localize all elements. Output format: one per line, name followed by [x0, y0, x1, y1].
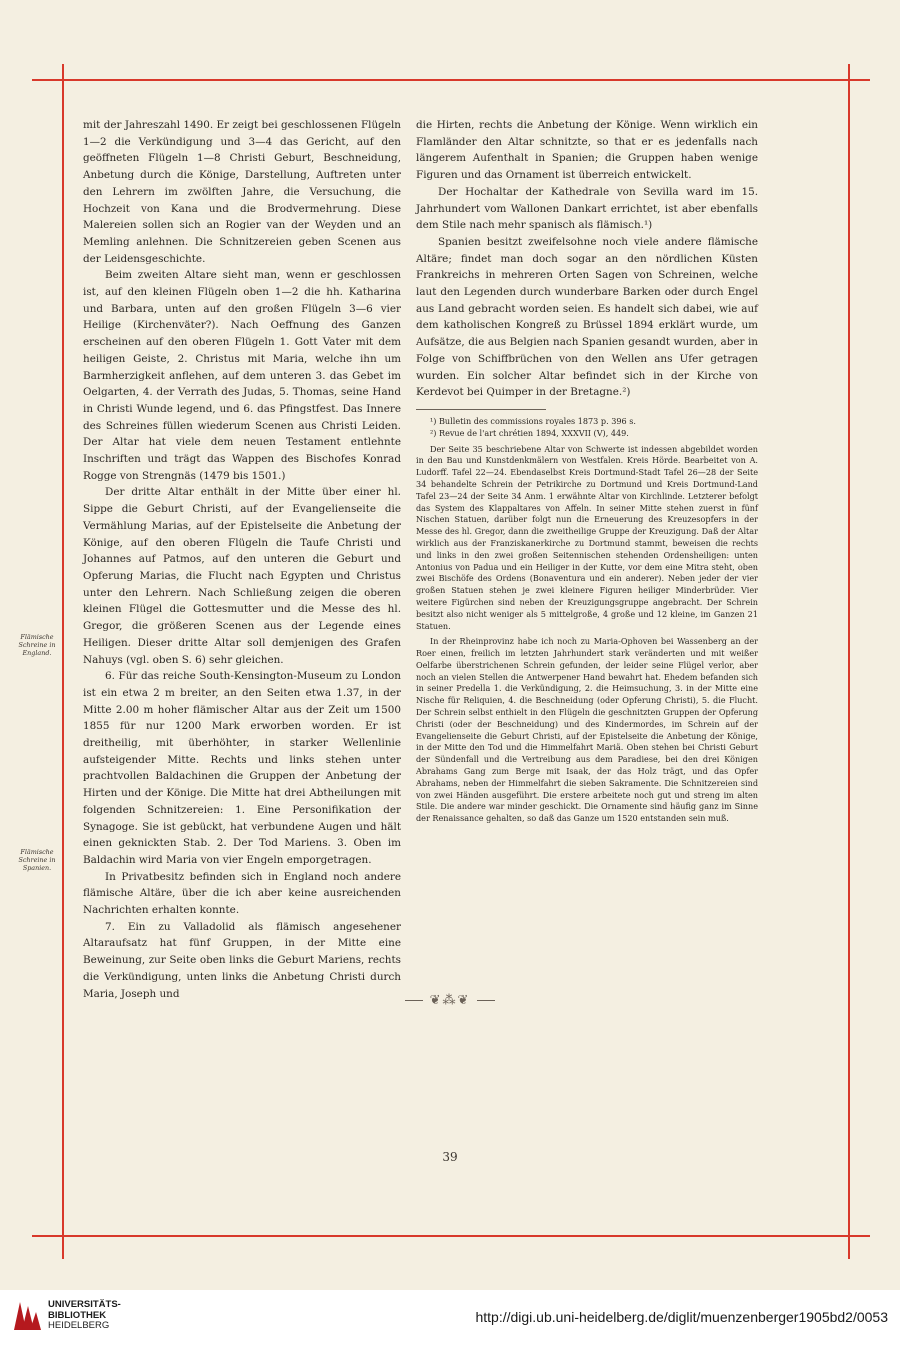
footnote: ¹) Bulletin des commissions royales 1873 p. 396 s.	[430, 415, 636, 426]
footnote: ²) Revue de l'art chrétien 1894, XXXVII (V), 449.	[430, 427, 629, 438]
paragraph: die Hirten, rechts die Anbetung der Könige. Wenn wirklich ein Flamländer den Altar schnitzte, so that er es jedenfalls nach längerem Aufenthalt in Spanien; die Gruppen haben wenige Figuren und das Ornament ist überreich entwickelt.	[416, 119, 758, 182]
paragraph: In Privatbesitz befinden sich in England noch andere flämische Altäre, über die ich aber keine ausreichenden Nachrichten erhalten konnte.	[83, 870, 401, 917]
ornament-line	[405, 1000, 423, 1001]
ornament-line	[477, 1000, 495, 1001]
paragraph: Der Hochaltar der Kathedrale von Sevilla ward im 15. Jahrhundert vom Wallonen Dankart errichtet, ist aber ebenfalls dem Stile nach mehr spanisch als flämisch.¹)	[416, 185, 758, 232]
logo-line: BIBLIOTHEK	[48, 1309, 107, 1321]
note-paragraph: Der Seite 35 beschriebene Altar von Schwerte ist indessen abgebildet worden in den Bau und Kunstdenkmälern von Westfalen. Kreis Hörde. Bearbeitet von A. Ludorff. Tafel 22—24. Ebendaselbst Kreis Dortmund-Stadt Tafel 26—28 der Seite 34 behandelte Schrein der Petrikirche zu Dortmund und Kreis Dortmund-Land Tafel 23—24 der Seite 34 Anm. 1 erwähnte Altar von Kirchlinde. Letzterer befolgt das System des Klappaltares von Affeln. In seiner Mitte stehen zuerst in fünf Nischen Statuen, darüber folgt nun die Erneuerung des Kreuzesopfers in der Messe des hl. Gregor, dann die zweitheilige Gruppe der Kreuzigung. Daß der Altar wirklich aus der Franziskanerkirche zu Dortmund stammt, beweisen die rechts und links in den zwei großen Seitennischen stehenden Ordensheiligen: unten Antonius von Padua und ein Heiliger in der Kutte, vor dem eine Mitra steht, oben zwei Bischöfe des Ordens (Bonaventura und ein anderer). Neben jeder der vier großen Statuen stehen je zwei kleinere Figuren heiliger Minderbrüder. Vier weitere Figürchen sind neben der Kreuzigungsgruppe angebracht. Der Schrein besitzt also nicht weniger als 5 mittelgroße, 4 große und 12 kleine, im Ganzen 21 Statuen.	[416, 443, 758, 631]
note-paragraph: In der Rheinprovinz habe ich noch zu Maria-Ophoven bei Wassenberg an der Roer einen, freilich im letzten Jahrhundert stark veränderten und mit weißer Oelfarbe überstrichenen Schrein gefunden, der leider seine Flügel verlor, aber noch an vielen Stellen die Antwerpener Hand bewahrt hat. Ehedem befanden sich in seiner Predella 1. die Verkündigung, 2. die Heimsuchung, 3. in der Mitte eine Nische für Reliquien, 4. die Beschneidung (oder Opferung Christi), 5. die Flucht. Der Schrein selbst enthielt in den Flügeln die geschnitzten Gruppen der Opferung Christi (oder der Beschneidung) und des Kindermordes, im Schrein auf der Evangelienseite die Geburt Christi, auf der Epistelseite die Anbetung der Könige, in der Mitte den Tod und die Himmelfahrt Mariä. Oben stehen bei Christi Geburt der Sündenfall und die Vertreibung aus dem Paradiese, bei den drei Königen Abrahams Gang zum Berge mit Isaak, der das Holz trägt, und das Opfer Abrahams, neben der Himmelfahrt die sieben Sakramente. Die Schnitzereien sind von zwei Händen ausgeführt. Die erstere arbeitete noch gut und streng im alten Stile. Die andere war minder geschickt. Die Ornamente sind häufig ganz im Sinne der Renaissance gehalten, so daß das Ganze um 1520 entstanden sein muß.	[416, 636, 758, 824]
paragraph: Der dritte Altar enthält in der Mitte über einer hl. Sippe die Geburt Christi, auf der Evangelienseite die Vermählung Marias, auf der Epistelseite die Anbetung der Könige, auf den oberen Flügeln die Taufe Christi und Johannes auf Patmos, auf den unteren die Geburt und Opferung Marias, die Flucht nach Egypten und Christus unter den Lehrern. Nach Schließung zeigen die oberen kleinen Flügel die Gottesmutter und die Messe des hl. Gregor, die größeren Scenen aus der Legende eines Heiligen. Dieser dritte Altar soll demjenigen des Grafen Nahuys (vgl. oben S. 6) sehr gleichen.	[83, 486, 401, 666]
margin-note-spain: Flämische Schreine in Spanien.	[18, 848, 56, 872]
margin-note-england: Flämische Schreine in England.	[18, 633, 56, 657]
right-text-column	[416, 117, 758, 825]
library-logo[interactable]	[12, 1298, 212, 1336]
paragraph: mit der Jahreszahl 1490. Er zeigt bei geschlossenen Flügeln 1—2 die Verkündigung und 3—4 das Gericht, auf den geöffneten Flügeln 1—8 Christi Geburt, Beschneidung, Anbetung durch die Könige, Darstellung, Auftreten unter den Lehrern im zwölften Jahre, die Versuchung, die Hochzeit von Kana und die Brodvermehrung. Diese Malereien sollen sich an Rogier van der Weyden und an Memling anlehnen. Die Schnitzereien geben Scenen aus der Leidensgeschichte.	[83, 119, 401, 265]
ornament-divider	[0, 993, 900, 1008]
left-text-column	[83, 117, 401, 1002]
source-url-link[interactable]: http://digi.ub.uni-heidelberg.de/diglit/muenzenberger1905bd2/0053	[475, 1309, 888, 1325]
university-seal-icon	[12, 1298, 42, 1332]
logo-line: HEIDELBERG	[48, 1320, 110, 1331]
footnote-divider	[416, 409, 546, 410]
logo-line: UNIVERSITÄTS-	[48, 1299, 121, 1310]
paragraph: Spanien besitzt zweifelsohne noch viele andere flämische Altäre; findet man doch sogar an den nördlichen Küsten Frankreichs in mehreren Orten Sagen von Schreinen, welche laut den Legenden durch wunderbare Barken oder durch Engel aus Land gebracht worden seien. Es handelt sich dabei, wie auf dem katholischen Kongreß zu Brüssel 1894 erklärt wurde, um Aufsätze, die aus Belgien nach Spanien gesandt wurden, aber in Folge von Schiffbrüchen von den Wellen ans Ufer getragen wurden. Ein solcher Altar befindet sich in der Kirche von Kerdevot bei Quimper in der Bretagne.²)	[416, 235, 758, 399]
paragraph: 6. Für das reiche South-Kensington-Museum zu London ist ein etwa 2 m breiter, an den Seiten etwa 1.37, in der Mitte 2.00 m hoher flämischer Altar aus der Zeit um 1500 1855 für nur 1200 Mark erworben worden. Er ist dreitheilig, mit überhöhter, in starker Wellenlinie aufsteigender Mitte. Rechts und links stehen unter prachtvollen Baldachinen die Gruppen der Anbetung der Hirten und der Könige. Die Mitte hat drei Abtheilungen mit folgenden Schnitzereien: 1. Eine Personifikation der Synagoge. Sie ist gebückt, hat verbundene Augen und hält einen geknickten Stab. 2. Der Tod Mariens. 3. Oben im Baldachin wird Maria von vier Engeln emporgetragen.	[83, 670, 401, 866]
footnotes	[416, 416, 758, 825]
library-name	[48, 1300, 121, 1332]
paragraph: Beim zweiten Altare sieht man, wenn er geschlossen ist, auf den kleinen Flügeln oben 1—2 die hh. Katharina und Barbara, unten auf den großen Flügeln 3—6 vier Heilige (Kirchenväter?). Nach Oeffnung des Ganzen erscheinen auf den oberen Flügeln 1. Gott Vater mit dem heiligen Geiste, 2. Christus mit Maria, welche ihn um Barmherzigkeit anflehen, auf dem unteren 3. das Gebet im Oelgarten, 4. der Verrath des Judas, 5. Thomas, seine Hand in Christi Wunde legend, und 6. das Pfingstfest. Das Innere des Schreines füllen wiederum Scenen aus Christi Leiden. Der Altar hat viele dem neuen Testament entlehnte Inschriften und trägt das Wappen des Bischofes Konrad Rogge von Strengnäs (1479 bis 1501.)	[83, 269, 401, 482]
ornament-glyph: ❦⁂❦	[429, 993, 471, 1008]
bottom-red-rule	[32, 1235, 870, 1237]
paragraph: 7. Ein zu Valladolid als flämisch angesehener Altaraufsatz hat fünf Gruppen, in der Mitte eine Beweinung, zur Seite oben links die Geburt Mariens, rechts die Verkündigung, unten links die Anbetung Christi durch Maria, Joseph und	[83, 920, 401, 1000]
left-red-rule	[62, 64, 64, 1259]
right-red-rule	[848, 64, 850, 1259]
top-red-rule	[32, 79, 870, 81]
page-number: 39	[442, 1150, 458, 1164]
